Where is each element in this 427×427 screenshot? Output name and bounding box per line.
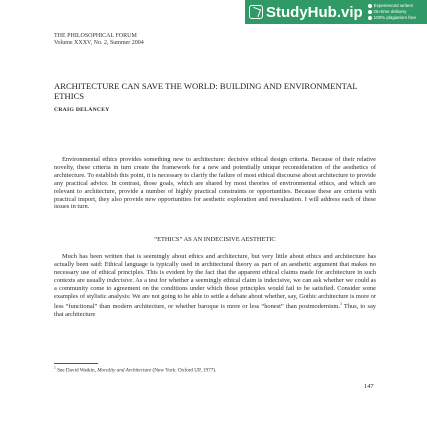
footnote-text: See David Watkin, <box>57 367 98 374</box>
badge-item: Experienced writers <box>368 3 416 9</box>
article-title: ARCHITECTURE CAN SAVE THE WORLD: BUILDING AND ENVIRONMENTAL ETHICS <box>54 81 358 101</box>
studyhub-logo-icon <box>249 5 263 19</box>
journal-volume: Volume XXXV, No. 2, Summer 2004 <box>54 40 144 46</box>
footnote-text: (New York: Oxford UP, 1977). <box>151 367 217 374</box>
badge-item: On-time delivery <box>368 9 416 15</box>
footnote-marker: 1 <box>54 366 56 370</box>
article-author: CRAIG DELANCEY <box>54 107 110 113</box>
paragraph-text: . As a test for whether a seemingly ethical claim is indecisive, we can ask whether we could as a community come to agreement on the conditions under which those principles would fail to be satisfied. Consider some examples of stylistic analysis: We are not going to be able to settle a debate about whether, say, Gothic architecture is more or less “functional” than modern architecture, or whether baroque is more or less “honest” than postmodernism. <box>54 276 376 311</box>
paragraph-text: Much has been written that is seemingly about ethics and architecture, but very little about ethics and architecture has actually been said: Ethical language is typically used in architectural theory as part of an aesthetic argument that makes no necessary use of ethical principles. This is evident by the fact that the apparent ethical claims made for architecture in such contexts are usually <box>54 253 376 284</box>
page-number: 147 <box>364 383 374 390</box>
brand-name: StudyHub.vip <box>266 3 363 21</box>
check-icon <box>368 4 372 8</box>
check-icon <box>368 16 372 20</box>
body-paragraph <box>54 253 376 319</box>
emphasis-text: indecisive <box>106 276 133 284</box>
badge-list <box>368 3 416 21</box>
paragraph-text: Thus, to say that architecture <box>54 303 376 319</box>
footnote <box>54 366 216 374</box>
section-heading: “ETHICS” AS AN INDECISIVE AESTHETIC <box>154 236 276 243</box>
journal-name: THE PHILOSOPHICAL FORUM <box>54 33 137 39</box>
footnote-divider <box>54 363 98 364</box>
footnote-book-title: Morality and Architecture <box>97 367 152 374</box>
journal-header <box>54 33 144 47</box>
badge-item: 100% plagiarism free <box>368 15 416 21</box>
check-icon <box>368 10 372 14</box>
watermark-banner <box>245 0 427 24</box>
body-paragraph <box>54 156 376 211</box>
paragraph-text: Environmental ethics provides something new to architecture: decisive ethical design criteria. Because of their relative novelty, these criteria in turn create the framework for a new and potentially unique reconsideration of the aesthetics of architecture. To establish this point, it is necessary to clarify the failure of most ethical discourse about architecture to provide any practical advice. In contrast, those goals, which are shared by most theories of environmental ethics, and which are relevant to architecture, provide a number of highly practical constraints or opportunities. Because these are criteria with practical import, they also provide new opportunities for aesthetic exploration and reevaluation. I will address each of these issues in turn. <box>54 156 376 211</box>
footnote-reference[interactable]: 1 <box>339 301 342 307</box>
